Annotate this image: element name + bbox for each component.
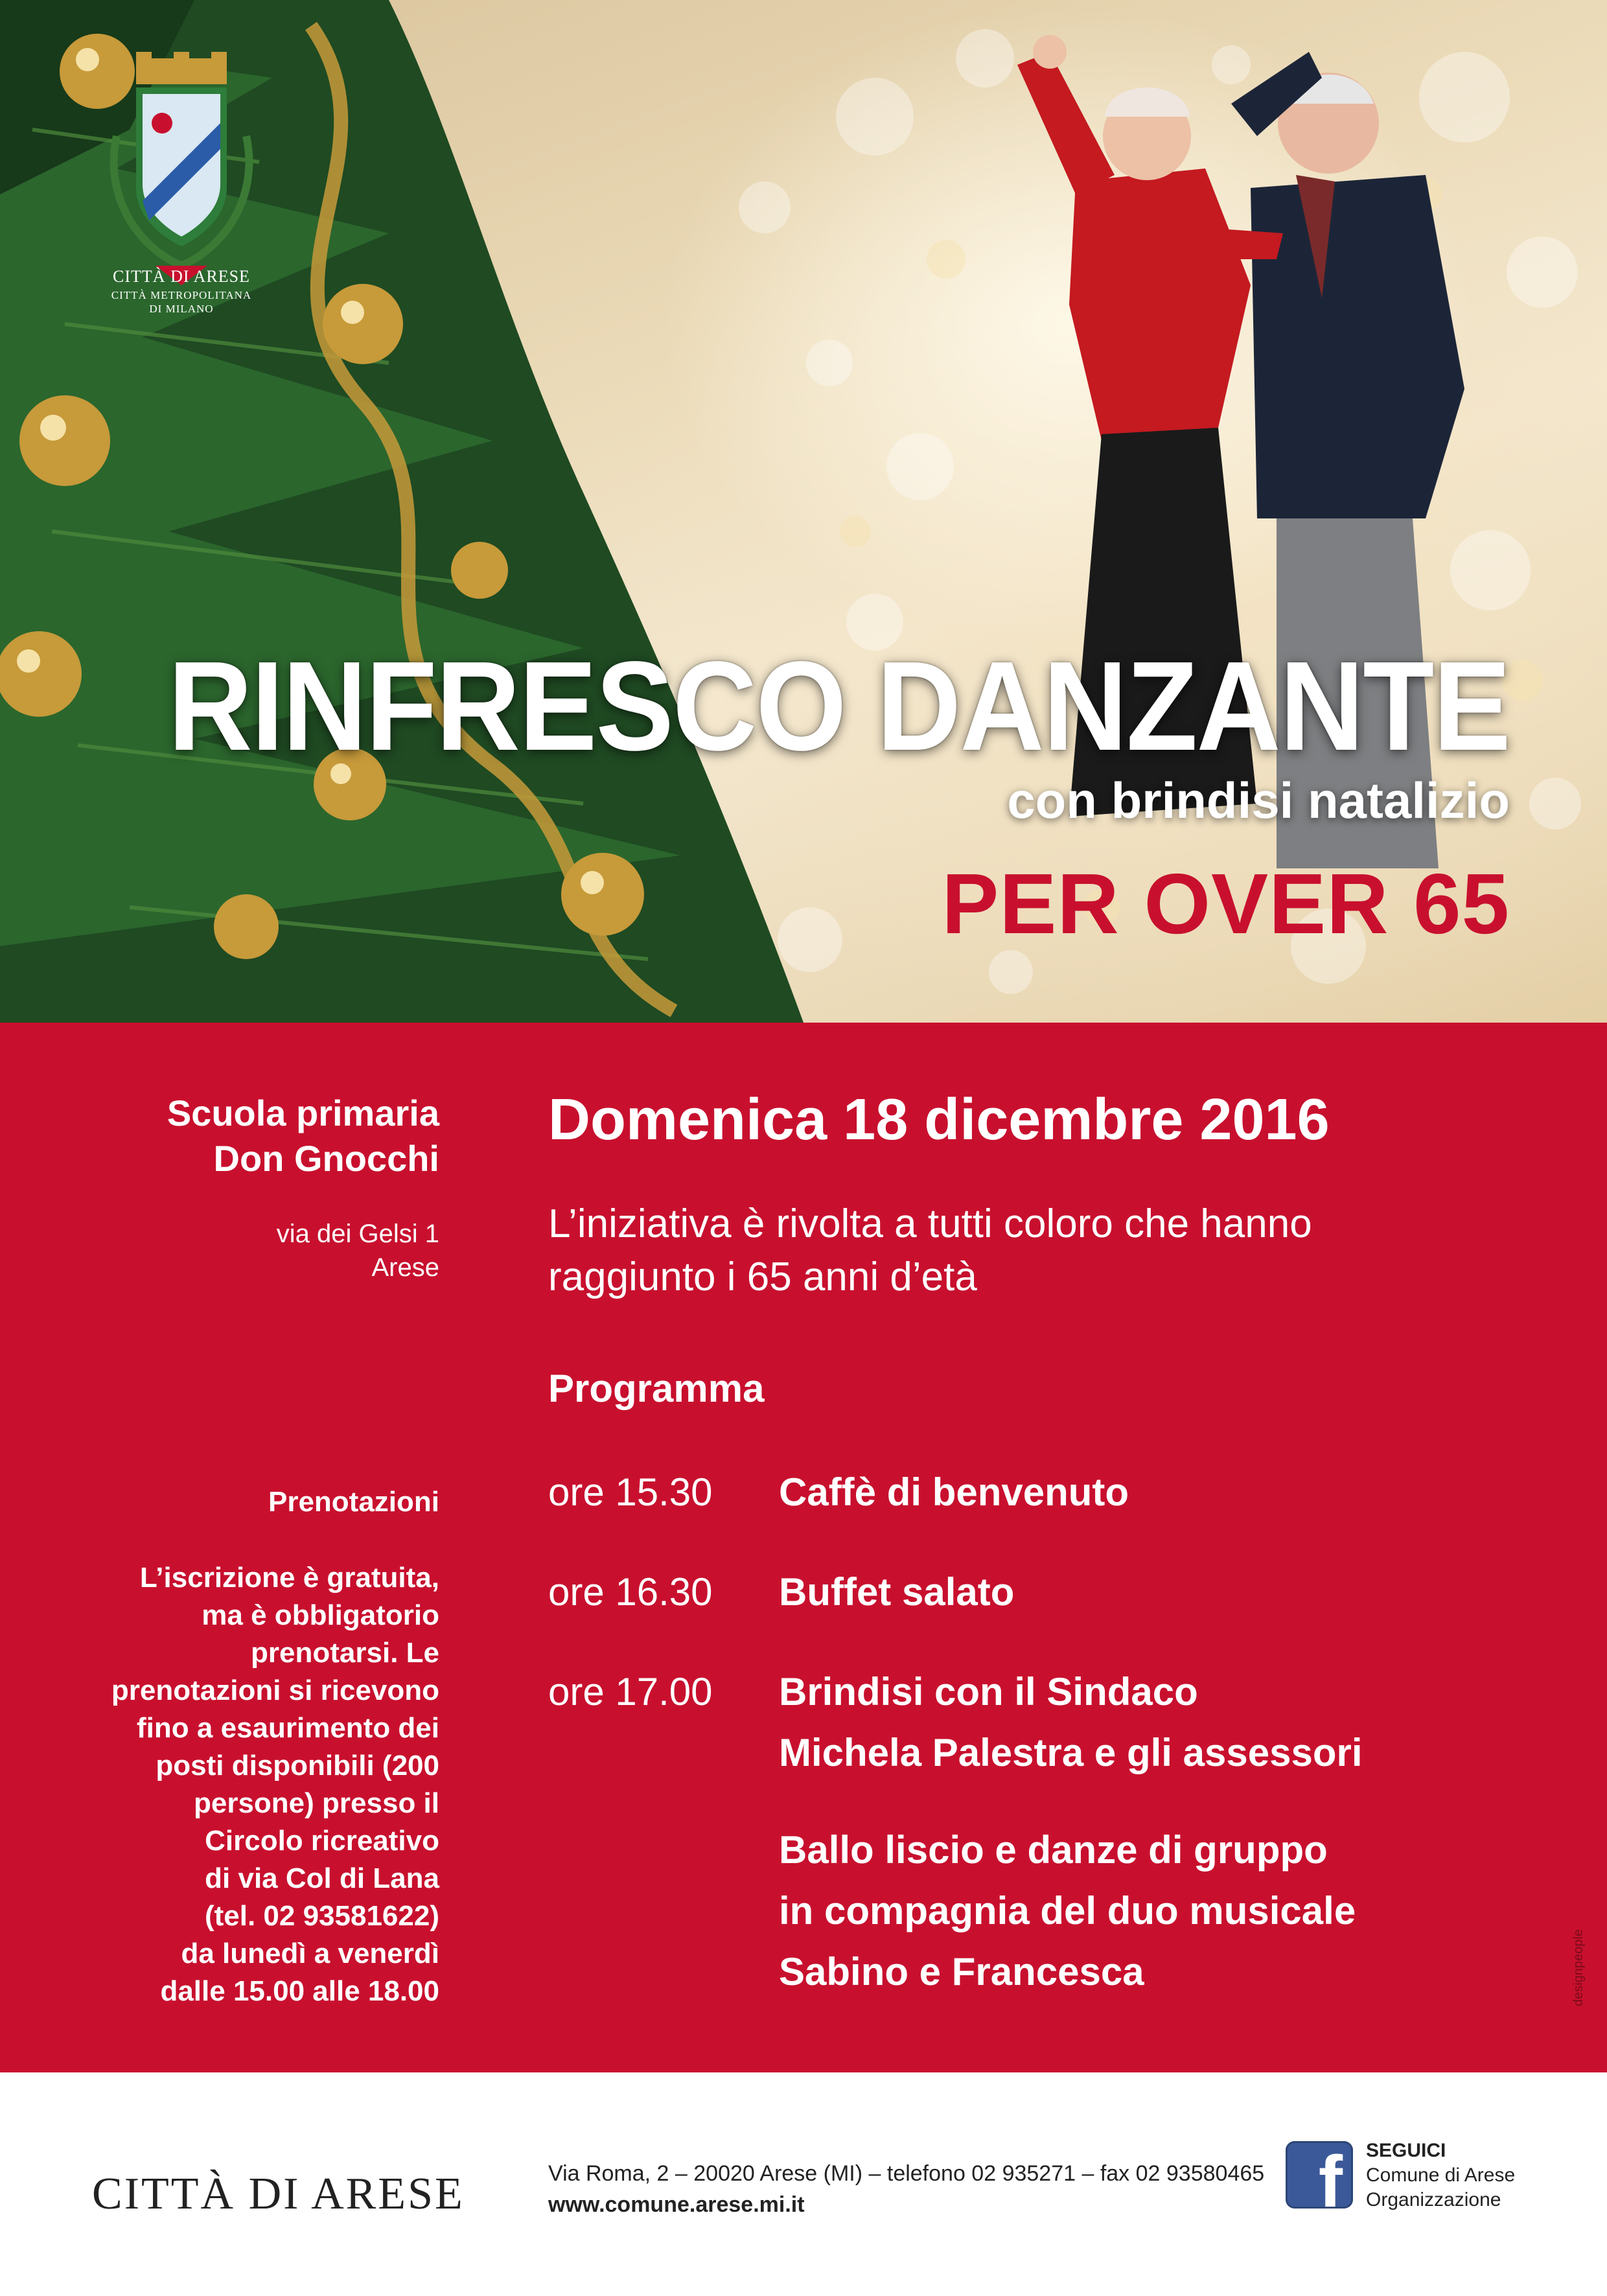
event-date: Domenica 18 dicembre 2016 [548, 1087, 1330, 1152]
footer [0, 2072, 1607, 2296]
logo-subtitle [84, 288, 279, 316]
reservations-text [0, 1559, 439, 2010]
reservations-line: dalle 15.00 alle 18.00 [160, 1975, 439, 2007]
logo-subtitle-line: DI MILANO [149, 303, 214, 315]
event-intro-line: raggiunto i 65 anni d’età [548, 1255, 977, 1299]
logo-city-name: CITTÀ DI ARESE [113, 267, 250, 286]
event-audience: PER OVER 65 [942, 856, 1510, 951]
reservations-line: prenotarsi. Le [251, 1637, 439, 1669]
reservations-line: persone) presso il [193, 1787, 439, 1819]
logo-subtitle-line: CITTÀ METROPOLITANA [111, 289, 252, 301]
reservations-line: fino a esaurimento dei [137, 1712, 439, 1744]
program-desc: Buffet salato [779, 1570, 1015, 1614]
reservations-line: da lunedì a venerdì [181, 1938, 439, 1969]
program-extra-line: in compagnia del duo musicale [779, 1889, 1356, 1932]
venue-name-line: Scuola primaria [167, 1093, 439, 1133]
design-credit: designpeople [1571, 1929, 1586, 2006]
program-desc-line: Brindisi con il Sindaco [779, 1670, 1198, 1713]
program-time: ore 16.30 [548, 1570, 713, 1614]
program-extra-line: Ballo liscio e danze di gruppo [779, 1828, 1328, 1872]
event-title: RINFRESCO DANZANTE [168, 635, 1510, 777]
footer-website-link[interactable]: www.comune.arese.mi.it [548, 2192, 805, 2217]
program-title: Programma [548, 1367, 765, 1410]
facebook-f-glyph: f [1318, 2141, 1343, 2222]
program-desc-line: Michela Palestra e gli assessori [779, 1731, 1363, 1774]
event-intro [548, 1198, 1520, 1304]
follow-us-block[interactable] [1366, 2139, 1515, 2212]
event-intro-line: L’iniziativa è rivolta a tutti coloro che hanno [548, 1201, 1312, 1246]
footer-city-name: CITTÀ DI ARESE [92, 2169, 465, 2219]
footer-address: Via Roma, 2 – 20020 Arese (MI) – telefono 02 935271 – fax 02 93580465 [548, 2161, 1265, 2186]
venue-name-line: Don Gnocchi [213, 1138, 439, 1179]
program-extra [779, 1820, 1524, 2002]
reservations-line: ma è obbligatorio [202, 1599, 439, 1631]
follow-title: SEGUICI [1366, 2140, 1446, 2161]
program-desc [779, 1662, 1556, 1783]
hero-photo [0, 0, 1607, 1023]
reservations-line: prenotazioni si ricevono [111, 1675, 439, 1706]
reservations-line: (tel. 02 93581622) [204, 1900, 439, 1932]
program-time: ore 15.30 [548, 1470, 713, 1514]
program-desc: Caffè di benvenuto [779, 1470, 1129, 1514]
venue-town: Arese [371, 1253, 439, 1282]
program-extra-line: Sabino e Francesca [779, 1950, 1144, 1993]
reservations-line: di via Col di Lana [205, 1862, 439, 1894]
venue-address [0, 1217, 439, 1284]
program-time: ore 17.00 [548, 1670, 713, 1713]
follow-line: Comune di Arese [1366, 2164, 1516, 2186]
facebook-icon[interactable] [1286, 2141, 1353, 2222]
event-subtitle: con brindisi natalizio [1007, 772, 1510, 829]
reservations-line: Circolo ricreativo [205, 1825, 439, 1857]
info-panel [0, 1023, 1607, 2072]
venue-name [0, 1091, 439, 1181]
reservations-line: posti disponibili (200 [156, 1750, 439, 1781]
follow-line: Organizzazione [1366, 2189, 1501, 2210]
venue-street: via dei Gelsi 1 [276, 1220, 439, 1248]
reservations-title: Prenotazioni [268, 1486, 439, 1518]
reservations-line: L’iscrizione è gratuita, [139, 1562, 439, 1594]
